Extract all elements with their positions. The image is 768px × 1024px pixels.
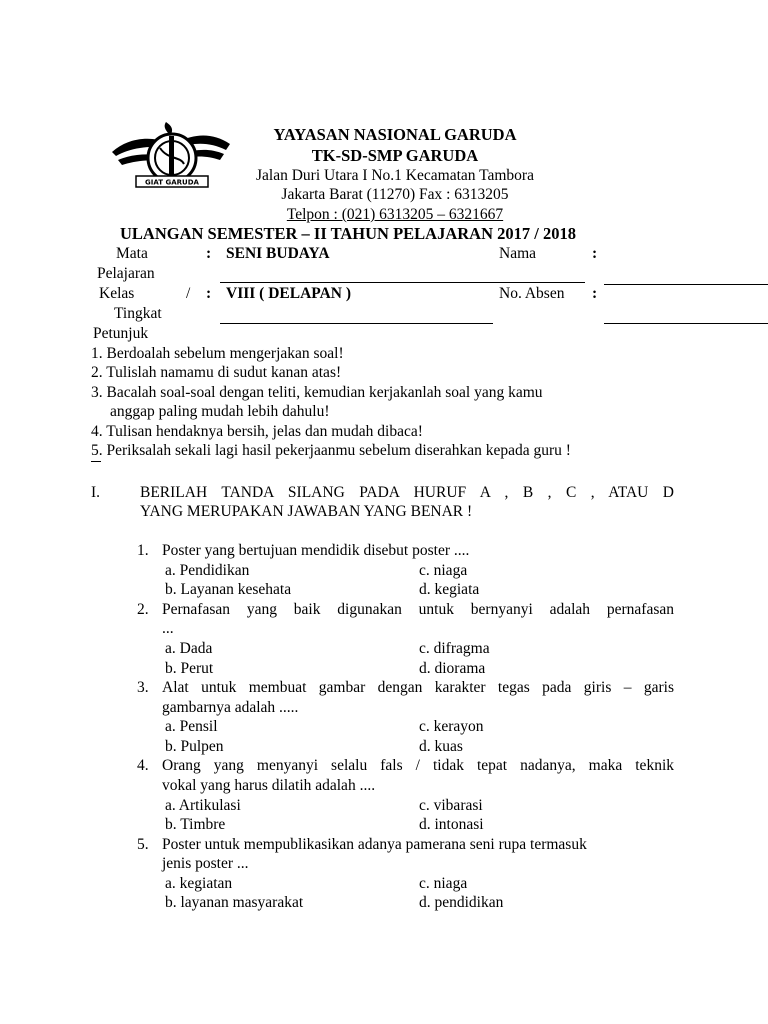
answer-option-c[interactable]: c. vibarasi xyxy=(419,797,483,814)
question-text-continued: jenis poster ... xyxy=(162,855,249,872)
pelajaran-label: Pelajaran xyxy=(97,265,155,282)
answer-option-c[interactable]: c. niaga xyxy=(419,562,468,579)
question-number: 4. xyxy=(137,757,149,774)
subject-underline xyxy=(220,282,585,283)
instruction-number-underline xyxy=(91,461,101,462)
answer-option-c[interactable]: c. kerayon xyxy=(419,718,484,735)
answer-option-b[interactable]: b. Perut xyxy=(165,660,214,677)
question-text-continued: ... xyxy=(162,620,174,637)
answer-option-d[interactable]: d. kuas xyxy=(419,738,463,755)
section-numeral: I. xyxy=(91,484,101,501)
answer-option-d[interactable]: d. kegiata xyxy=(419,581,480,598)
tingkat-label: Tingkat xyxy=(114,305,162,322)
mata-label: Mata xyxy=(116,245,148,262)
question-text: Alat untuk membuat gambar dengan karakter tegas pada giris – garis xyxy=(162,679,674,696)
logo-text: GIAT GARUDA xyxy=(145,178,199,187)
school-address: Jalan Duri Utara I No.1 Kecamatan Tambora xyxy=(256,167,534,184)
instruction-item: 1. Berdoalah sebelum mengerjakan soal! xyxy=(91,345,344,362)
instruction-item: 3. Bacalah soal-soal dengan teliti, kemudian kerjakanlah soal yang kamu xyxy=(91,384,543,401)
question-number: 3. xyxy=(137,679,149,696)
school-name: TK-SD-SMP GARUDA xyxy=(311,146,479,165)
answer-option-a[interactable]: a. kegiatan xyxy=(165,875,233,892)
section-instruction-line2: YANG MERUPAKAN JAWABAN YANG BENAR ! xyxy=(140,503,473,520)
answer-option-b[interactable]: b. Layanan kesehata xyxy=(165,581,292,598)
instruction-item: 4. Tulisan hendaknya bersih, jelas dan mudah dibaca! xyxy=(91,423,423,440)
nama-field[interactable] xyxy=(604,284,768,285)
kelas-slash: / xyxy=(186,285,191,302)
nama-colon: : xyxy=(592,245,598,262)
answer-option-a[interactable]: a. Pensil xyxy=(165,718,218,735)
question-text: Poster yang bertujuan mendidik disebut poster .... xyxy=(162,542,470,559)
class-value: VIII ( DELAPAN ) xyxy=(226,285,352,302)
question-number: 5. xyxy=(137,836,149,853)
answer-option-b[interactable]: b. layanan masyarakat xyxy=(165,894,304,911)
instruction-item-continued: anggap paling mudah lebih dahulu! xyxy=(110,403,330,420)
question-text-continued: vokal yang harus dilatih adalah .... xyxy=(162,777,376,794)
subject-colon: : xyxy=(206,245,212,262)
answer-option-c[interactable]: c. niaga xyxy=(419,875,468,892)
exam-title: ULANGAN SEMESTER – II TAHUN PELAJARAN 2017 / 2018 xyxy=(120,224,576,243)
school-city-fax: Jakarta Barat (11270) Fax : 6313205 xyxy=(281,186,509,203)
question-text: Pernafasan yang baik digunakan untuk bernyanyi adalah pernafasan xyxy=(162,601,674,618)
absen-label: No. Absen xyxy=(499,285,565,302)
question-number: 1. xyxy=(137,542,149,559)
instruction-item: 5. Periksalah sekali lagi hasil pekerjaanmu sebelum diserahkan kepada guru ! xyxy=(91,442,571,459)
instruction-item: 2. Tulislah namamu di sudut kanan atas! xyxy=(91,364,342,381)
section-instruction-line1: BERILAH TANDA SILANG PADA HURUF A , B , C , ATAU D xyxy=(140,484,674,501)
answer-option-b[interactable]: b. Pulpen xyxy=(165,738,224,755)
kelas-colon: : xyxy=(206,285,212,302)
question-text-continued: gambarnya adalah ..... xyxy=(162,699,299,716)
absen-colon: : xyxy=(592,285,598,302)
answer-option-d[interactable]: d. diorama xyxy=(419,660,486,677)
instructions-title: Petunjuk xyxy=(93,325,149,342)
answer-option-a[interactable]: a. Artikulasi xyxy=(165,797,241,814)
question-text: Orang yang menyanyi selalu fals / tidak tepat nadanya, maka teknik xyxy=(162,757,674,774)
absen-field[interactable] xyxy=(604,323,768,324)
answer-option-b[interactable]: b. Timbre xyxy=(165,816,226,833)
question-number: 2. xyxy=(137,601,149,618)
class-underline xyxy=(220,323,493,324)
question-text: Poster untuk mempublikasikan adanya pamerana seni rupa termasuk xyxy=(162,836,587,853)
answer-option-d[interactable]: d. intonasi xyxy=(419,816,484,833)
nama-label: Nama xyxy=(499,245,537,262)
answer-option-a[interactable]: a. Dada xyxy=(165,640,213,657)
answer-option-d[interactable]: d. pendidikan xyxy=(419,894,504,911)
answer-option-c[interactable]: c. difragma xyxy=(419,640,490,657)
org-name: YAYASAN NASIONAL GARUDA xyxy=(273,125,517,144)
school-phone: Telpon : (021) 6313205 – 6321667 xyxy=(286,206,504,223)
kelas-label: Kelas xyxy=(99,285,135,302)
subject-value: SENI BUDAYA xyxy=(226,245,330,262)
answer-option-a[interactable]: a. Pendidikan xyxy=(165,562,250,579)
